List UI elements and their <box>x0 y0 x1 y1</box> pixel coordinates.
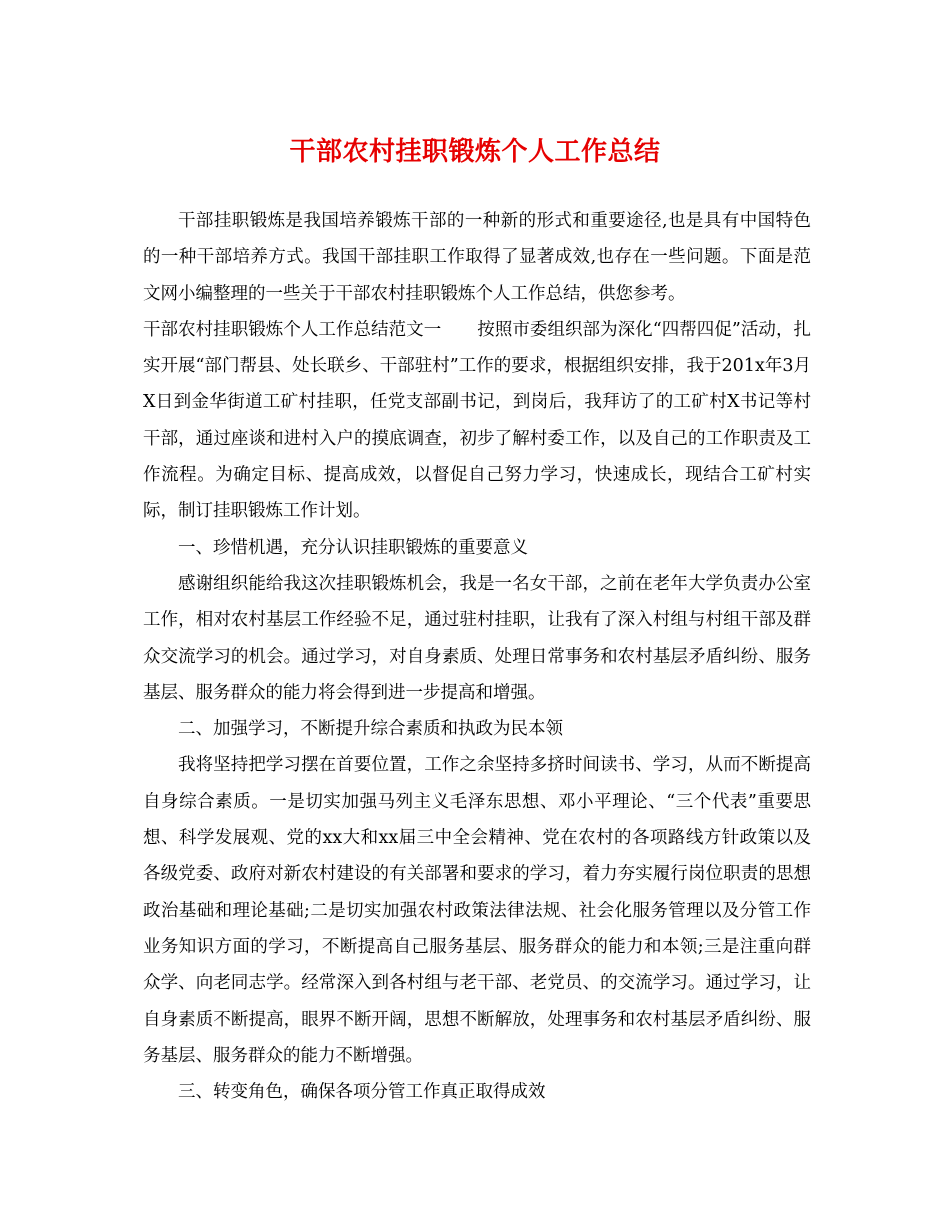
sample-opening: 按照市委组织部为深化“四帮四促”活动，扎实开展“部门帮县、处长联乡、干部驻村”工作的要求，根据组织安排，我于201x年3月X日到金华街道工矿村挂职，任党支部副书记，到岗后，我拜访了的工矿村X书记等村干部，通过座谈和进村入户的摸底调查，初步了解村委工作，以及自己的工作职责及工作流程。为确定目标、提高成效，以督促自己努力学习，快速成长，现结合工矿村实际，制订挂职锻炼工作计划。 <box>143 319 811 522</box>
document-title: 干部农村挂职锻炼个人工作总结 <box>289 137 661 167</box>
section2-body: 我将坚持把学习摆在首要位置，工作之余坚持多挤时间读书、学习，从而不断提高自身综合素质。一是切实加强马列主义毛泽东思想、邓小平理论、“三个代表”重要思想、科学发展观、党的xx大和xx届三中全会精神、党在农村的各项路线方针政策以及各级党委、政府对新农村建设的有关部署和要求的学习，着力夯实履行岗位职责的思想政治基础和理论基础;二是切实加强农村政策法律法规、社会化服务管理以及分管工作业务知识方面的学习，不断提高自己服务基层、服务群众的能力和本领;三是注重向群众学、向老同志学。经常深入到各村组与老干部、老党员、的交流学习。通过学习，让自身素质不断提高，眼界不断开阔，思想不断解放，处理事务和农村基层矛盾纠纷、服务基层、服务群众的能力不断增强。 <box>143 755 811 1066</box>
section2-heading: 二、加强学习，不断提升综合素质和执政为民本领 <box>178 719 563 740</box>
section3-heading: 三、转变角色，确保各项分管工作真正取得成效 <box>178 1082 546 1103</box>
intro-paragraph: 干部挂职锻炼是我国培养锻炼干部的一种新的形式和重要途径,也是具有中国特色的一种干部培养方式。我国干部挂职工作取得了显著成效,也存在一些问题。下面是范文网小编整理的一些关于干部农村挂职锻炼个人工作总结，供您参考。 <box>143 211 811 304</box>
section1-heading: 一、珍惜机遇，充分认识挂职锻炼的重要意义 <box>178 537 528 558</box>
sample-paragraph <box>143 312 811 530</box>
document-body <box>143 203 811 1110</box>
section1-body: 感谢组织能给我这次挂职锻炼机会，我是一名女干部，之前在老年大学负责办公室工作，相对农村基层工作经验不足，通过驻村挂职，让我有了深入村组与村组干部及群众交流学习的机会。通过学习，对自身素质、处理日常事务和农村基层矛盾纠纷、服务基层、服务群众的能力将会得到进一步提高和增强。 <box>143 573 811 703</box>
sample-heading: 干部农村挂职锻炼个人工作总结范文一 <box>143 319 442 340</box>
